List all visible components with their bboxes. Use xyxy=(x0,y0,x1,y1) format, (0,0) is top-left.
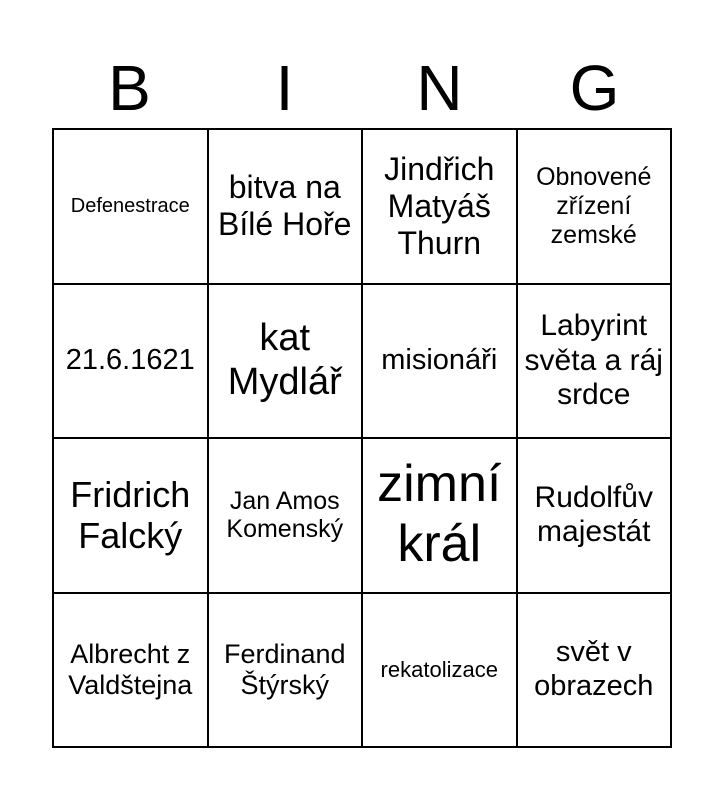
bingo-cell[interactable]: misionáři xyxy=(363,285,518,440)
bingo-cell[interactable]: 21.6.1621 xyxy=(54,285,209,440)
bingo-cell[interactable]: Albrecht z Valdštejna xyxy=(54,594,209,749)
bingo-header xyxy=(52,52,672,124)
bingo-grid xyxy=(52,128,672,748)
bingo-cell[interactable]: Rudolfův majestát xyxy=(518,439,673,594)
bingo-cell[interactable]: svět v obrazech xyxy=(518,594,673,749)
bingo-cell[interactable]: Defenestrace xyxy=(54,130,209,285)
bingo-cell[interactable]: rekatolizace xyxy=(363,594,518,749)
bingo-cell[interactable]: Obnovené zřízení zemské xyxy=(518,130,673,285)
bingo-cell[interactable]: Labyrint světa a ráj srdce xyxy=(518,285,673,440)
header-letter-i: I xyxy=(275,52,294,124)
header-letter-b: B xyxy=(108,52,151,124)
bingo-cell[interactable]: zimní král xyxy=(363,439,518,594)
bingo-cell[interactable]: Jindřich Matyáš Thurn xyxy=(363,130,518,285)
bingo-cell[interactable]: Jan Amos Komenský xyxy=(209,439,364,594)
bingo-cell[interactable]: Ferdinand Štýrský xyxy=(209,594,364,749)
bingo-cell[interactable]: bitva na Bílé Hoře xyxy=(209,130,364,285)
header-letter-g: G xyxy=(569,52,620,124)
header-letter-n: N xyxy=(416,52,463,124)
bingo-cell[interactable]: Fridrich Falcký xyxy=(54,439,209,594)
bingo-cell[interactable]: kat Mydlář xyxy=(209,285,364,440)
